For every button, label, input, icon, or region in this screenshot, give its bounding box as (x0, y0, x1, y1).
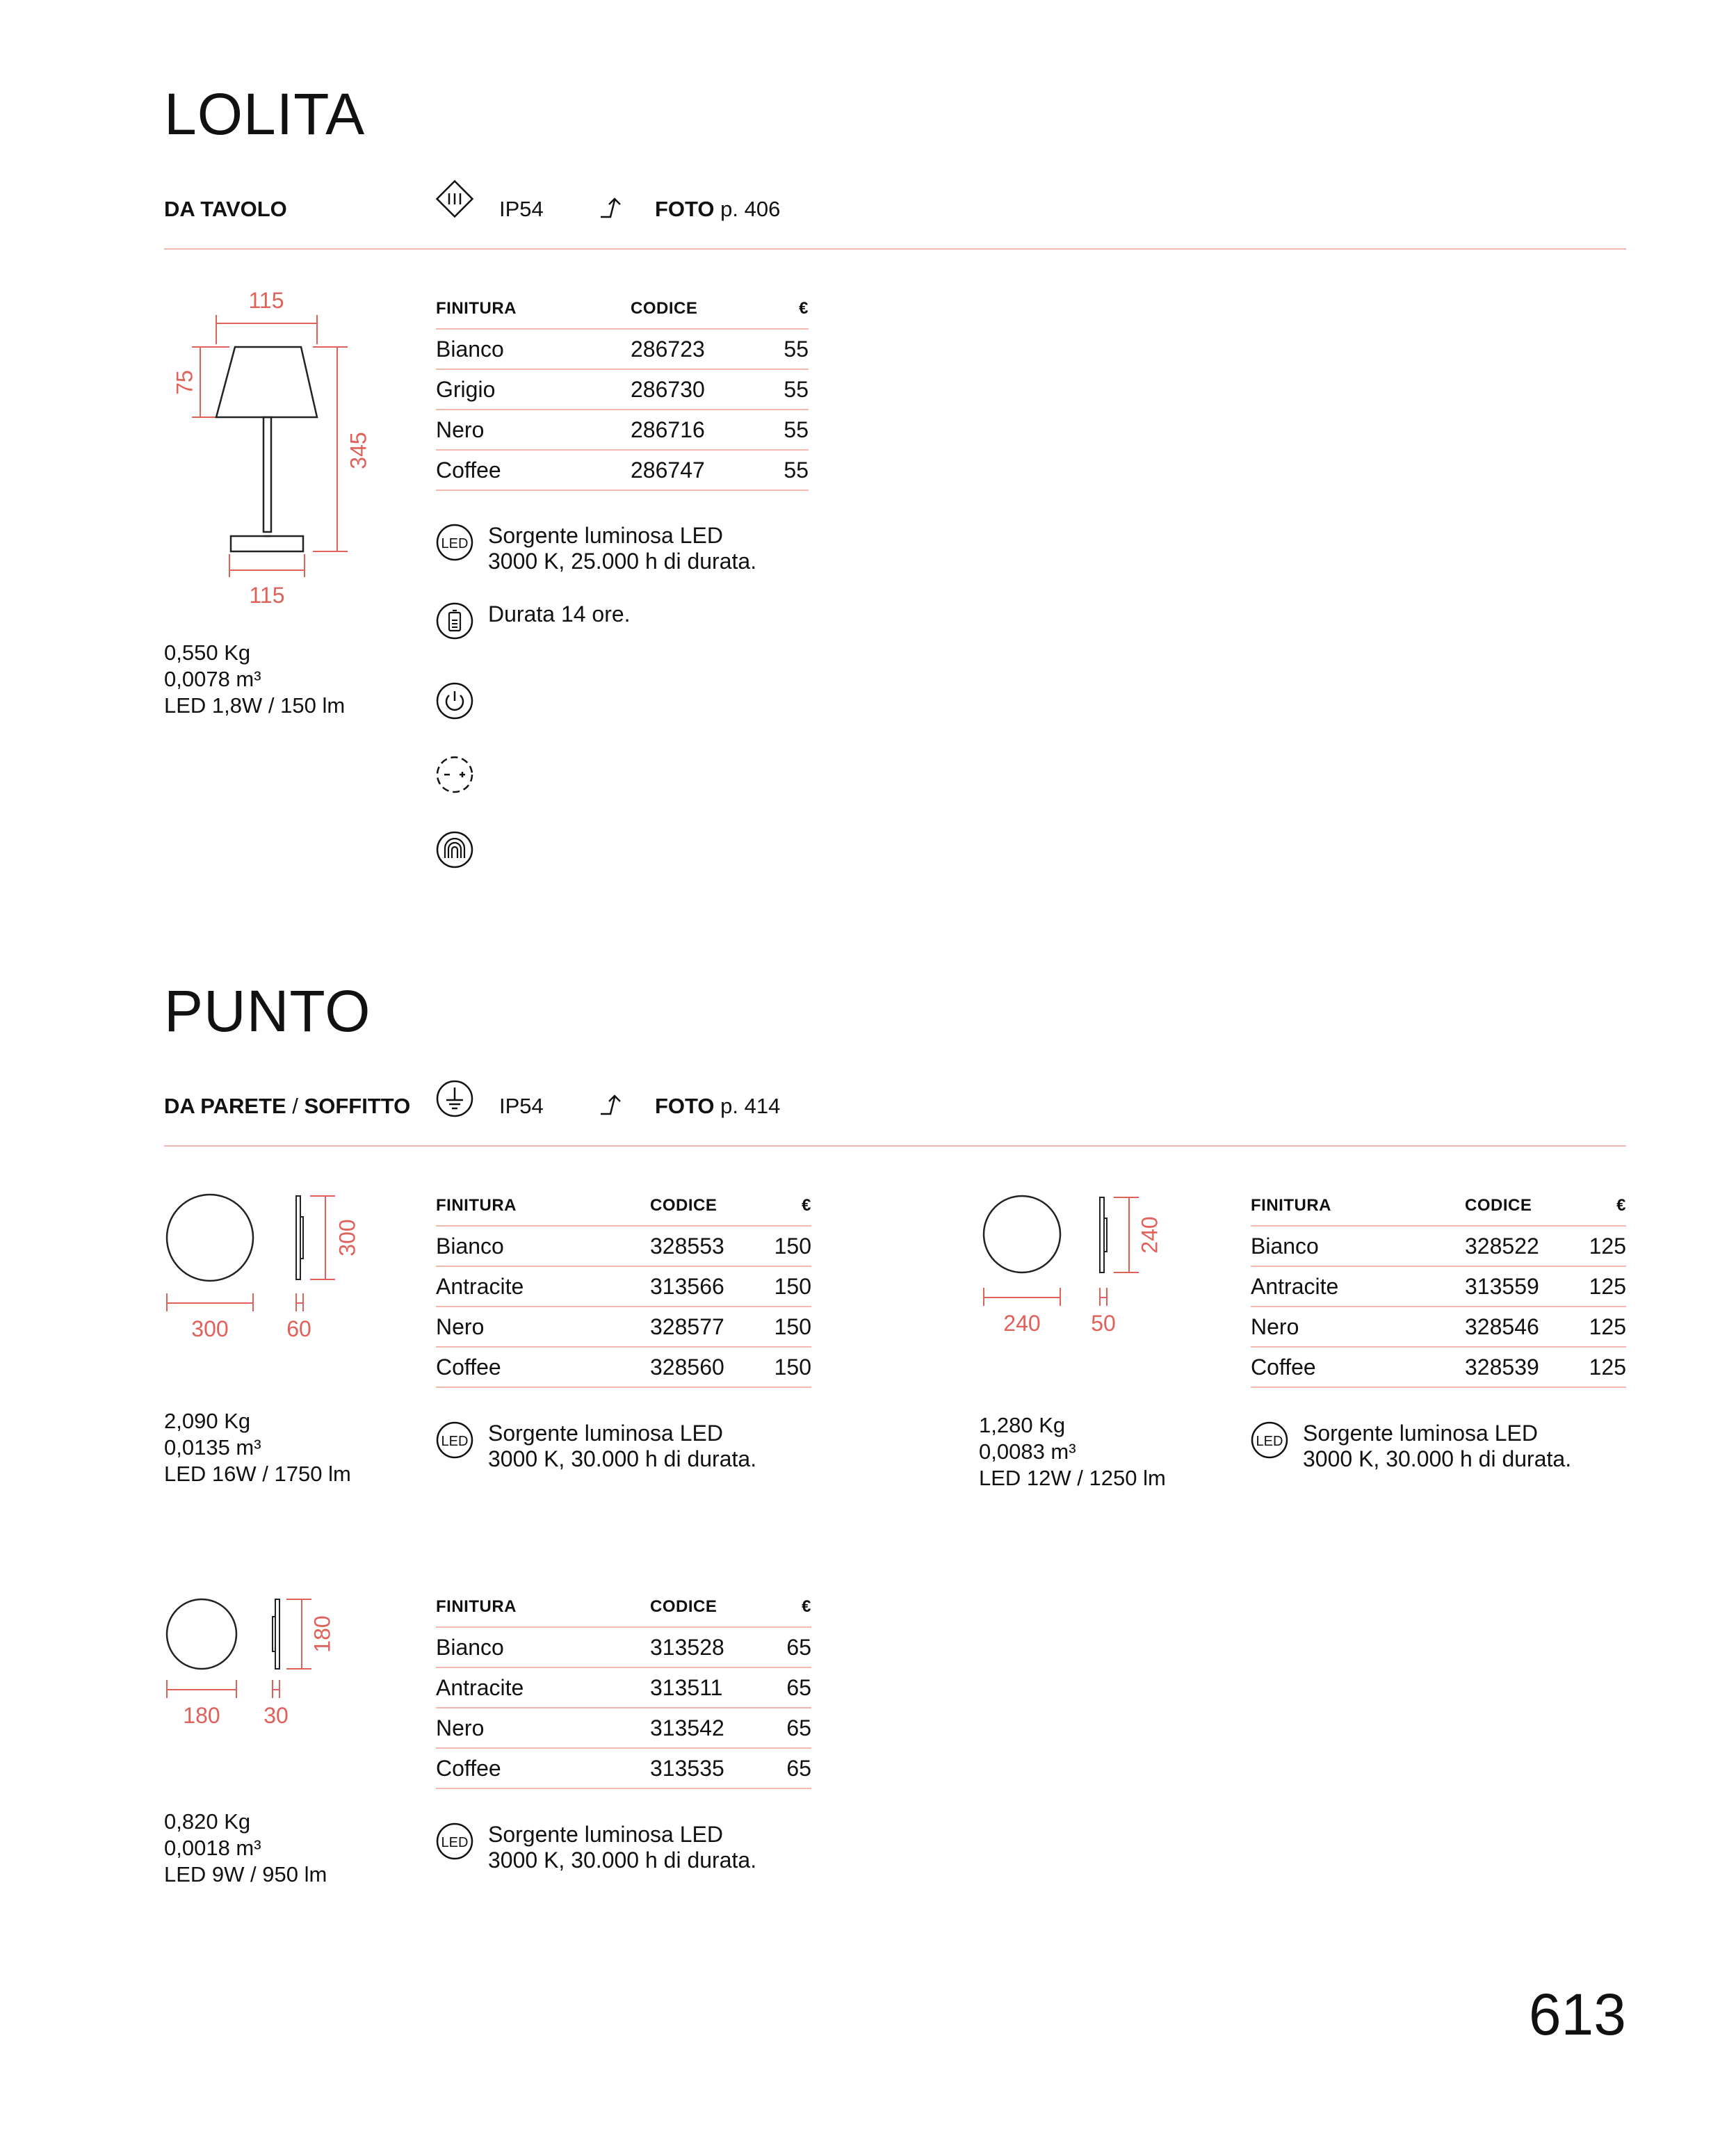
punto-300-led-feature (435, 1421, 756, 1472)
table-header (436, 299, 809, 329)
code: 286730 (631, 369, 764, 410)
dim-total-height: 345 (346, 432, 371, 469)
header-price: € (1573, 1196, 1626, 1226)
lolita-type: DA TAVOLO (164, 197, 287, 221)
code: 328522 (1465, 1226, 1573, 1266)
spec-volume: 0,0135 m³ (164, 1435, 261, 1460)
punto-300-drawing (153, 1182, 389, 1349)
punto-240-drawing (973, 1182, 1196, 1349)
led-icon (435, 523, 474, 562)
table-row (436, 1266, 811, 1307)
punto-180-drawing (153, 1585, 375, 1738)
price: 55 (764, 329, 809, 369)
price: 65 (771, 1627, 811, 1667)
led-line-2: 3000 K, 25.000 h di durata. (488, 549, 757, 574)
dim-diameter: 240 (1003, 1311, 1041, 1336)
price: 65 (771, 1667, 811, 1708)
code: 313542 (650, 1708, 771, 1748)
code: 286716 (631, 410, 764, 450)
price: 150 (758, 1226, 811, 1266)
finish: Bianco (436, 329, 631, 369)
price: 65 (771, 1748, 811, 1788)
battery-text: Durata 14 ore. (488, 601, 631, 627)
section-divider (164, 248, 1626, 250)
finish: Coffee (436, 450, 631, 490)
power-icon (435, 681, 474, 720)
code: 313535 (650, 1748, 771, 1788)
svg-text:LED: LED (441, 1434, 469, 1449)
lolita-dimension-drawing (153, 282, 389, 615)
finish: Coffee (436, 1347, 650, 1387)
price: 55 (764, 410, 809, 450)
table-row (1251, 1226, 1626, 1266)
table-row (436, 1347, 811, 1387)
foto-label: FOTO (655, 1094, 715, 1118)
header-price: € (771, 1597, 811, 1627)
code: 328553 (650, 1226, 758, 1266)
spec-power: LED 1,8W / 150 lm (164, 693, 346, 718)
punto-240-led-feature (1250, 1421, 1571, 1472)
header-finitura: FINITURA (436, 1597, 650, 1627)
punto-180-led-feature (435, 1822, 756, 1873)
punto-300-finish-table (436, 1196, 811, 1388)
finish: Bianco (1251, 1226, 1465, 1266)
page-number: 613 (1528, 1982, 1626, 2047)
price: 150 (758, 1347, 811, 1387)
table-row (436, 329, 809, 369)
code: 313528 (650, 1627, 771, 1667)
price: 65 (771, 1708, 811, 1748)
table-row (1251, 1266, 1626, 1307)
price: 150 (758, 1266, 811, 1307)
led-line-1: Sorgente luminosa LED (488, 1822, 723, 1847)
table-row (1251, 1347, 1626, 1387)
spec-power: LED 9W / 950 lm (164, 1862, 327, 1886)
led-line-2: 3000 K, 30.000 h di durata. (488, 1446, 757, 1471)
touch-icon (435, 830, 474, 869)
foto-page: p. 406 (720, 197, 781, 221)
spec-power: LED 16W / 1750 lm (164, 1462, 351, 1486)
led-icon (435, 1421, 474, 1460)
code: 328539 (1465, 1347, 1573, 1387)
price: 55 (764, 369, 809, 410)
led-icon (1250, 1421, 1289, 1460)
dim-depth: 50 (1091, 1311, 1116, 1336)
finish: Bianco (436, 1226, 650, 1266)
price: 150 (758, 1307, 811, 1347)
finish: Nero (436, 410, 631, 450)
finish: Nero (1251, 1307, 1465, 1347)
spec-weight: 0,550 Kg (164, 640, 251, 665)
dimmer-icon (435, 755, 474, 794)
dim-base-width: 115 (249, 583, 285, 608)
header-finitura: FINITURA (436, 299, 631, 329)
lolita-finish-table (436, 299, 809, 491)
header-finitura: FINITURA (436, 1196, 650, 1226)
table-row (436, 1627, 811, 1667)
table-header (436, 1196, 811, 1226)
finish: Nero (436, 1708, 650, 1748)
table-row (436, 1667, 811, 1708)
spec-weight: 0,820 Kg (164, 1809, 251, 1834)
spec-weight: 1,280 Kg (979, 1413, 1066, 1437)
svg-text:LED: LED (1256, 1434, 1283, 1449)
dim-height: 180 (309, 1615, 335, 1653)
punto-300-specs (164, 1408, 351, 1487)
punto-180-specs (164, 1809, 327, 1888)
lolita-title: LOLITA (164, 81, 366, 147)
lolita-ip-rating: IP54 (499, 197, 544, 221)
table-row (436, 1748, 811, 1788)
dim-depth: 30 (263, 1703, 289, 1728)
led-line-1: Sorgente luminosa LED (1303, 1421, 1538, 1446)
dim-depth: 60 (286, 1316, 311, 1341)
ground-icon (435, 1079, 474, 1118)
price: 55 (764, 450, 809, 490)
code: 286723 (631, 329, 764, 369)
finish: Bianco (436, 1627, 650, 1667)
punto-ip-rating: IP54 (499, 1094, 544, 1118)
foto-page: p. 414 (720, 1094, 781, 1118)
svg-text:LED: LED (441, 1835, 469, 1850)
dim-shade-height: 75 (172, 370, 197, 395)
battery-icon (435, 601, 474, 640)
finish: Antracite (436, 1667, 650, 1708)
header-codice: CODICE (631, 299, 764, 329)
finish: Coffee (1251, 1347, 1465, 1387)
table-header (1251, 1196, 1626, 1226)
code: 286747 (631, 450, 764, 490)
spec-volume: 0,0078 m³ (164, 667, 261, 691)
punto-240-finish-table (1251, 1196, 1626, 1388)
header-price: € (758, 1196, 811, 1226)
dim-diameter: 300 (191, 1316, 229, 1341)
finish: Grigio (436, 369, 631, 410)
table-row (436, 1708, 811, 1748)
table-header (436, 1597, 811, 1627)
header-codice: CODICE (650, 1597, 771, 1627)
table-row (436, 1307, 811, 1347)
finish: Coffee (436, 1748, 650, 1788)
code: 328560 (650, 1347, 758, 1387)
led-line-1: Sorgente luminosa LED (488, 523, 723, 548)
punto-type (164, 1095, 410, 1117)
header-price: € (764, 299, 809, 329)
lolita-battery-feature (435, 601, 631, 640)
dim-shade-width: 115 (248, 288, 284, 313)
spec-volume: 0,0018 m³ (164, 1836, 261, 1860)
led-line-2: 3000 K, 30.000 h di durata. (488, 1848, 757, 1873)
header-codice: CODICE (1465, 1196, 1573, 1226)
type-ceiling: SOFFITTO (304, 1094, 411, 1118)
spec-power: LED 12W / 1250 lm (979, 1466, 1166, 1490)
dim-diameter: 180 (183, 1703, 220, 1728)
finish: Nero (436, 1307, 650, 1347)
table-row (436, 410, 809, 450)
arrow-up-icon (598, 195, 626, 223)
type-wall: DA PARETE (164, 1094, 286, 1118)
finish: Antracite (1251, 1266, 1465, 1307)
foto-label: FOTO (655, 197, 715, 221)
header-finitura: FINITURA (1251, 1196, 1465, 1226)
lolita-specs (164, 640, 345, 719)
svg-text:LED: LED (441, 536, 469, 551)
led-line-1: Sorgente luminosa LED (488, 1421, 723, 1446)
lolita-led-feature (435, 523, 756, 574)
price: 125 (1573, 1226, 1626, 1266)
code: 313559 (1465, 1266, 1573, 1307)
price: 125 (1573, 1266, 1626, 1307)
arrow-up-icon (598, 1092, 626, 1120)
price: 125 (1573, 1307, 1626, 1347)
punto-180-finish-table (436, 1597, 811, 1789)
punto-photo-ref[interactable] (655, 1095, 780, 1117)
punto-title: PUNTO (164, 978, 371, 1044)
code: 313566 (650, 1266, 758, 1307)
header-codice: CODICE (650, 1196, 758, 1226)
led-line-2: 3000 K, 30.000 h di durata. (1303, 1446, 1572, 1471)
table-row (436, 369, 809, 410)
price: 125 (1573, 1347, 1626, 1387)
code: 313511 (650, 1667, 771, 1708)
class-iii-icon (434, 178, 476, 220)
type-separator: / (286, 1094, 305, 1118)
spec-volume: 0,0083 m³ (979, 1439, 1076, 1464)
finish: Antracite (436, 1266, 650, 1307)
punto-240-specs (979, 1412, 1166, 1492)
table-row (436, 1226, 811, 1266)
code: 328577 (650, 1307, 758, 1347)
dim-height: 300 (334, 1219, 360, 1256)
section-divider-line (164, 1145, 1626, 1147)
dim-height: 240 (1137, 1216, 1162, 1254)
table-row (436, 450, 809, 490)
spec-weight: 2,090 Kg (164, 1409, 251, 1433)
led-icon (435, 1822, 474, 1861)
table-row (1251, 1307, 1626, 1347)
lolita-photo-ref[interactable] (655, 198, 780, 220)
code: 328546 (1465, 1307, 1573, 1347)
